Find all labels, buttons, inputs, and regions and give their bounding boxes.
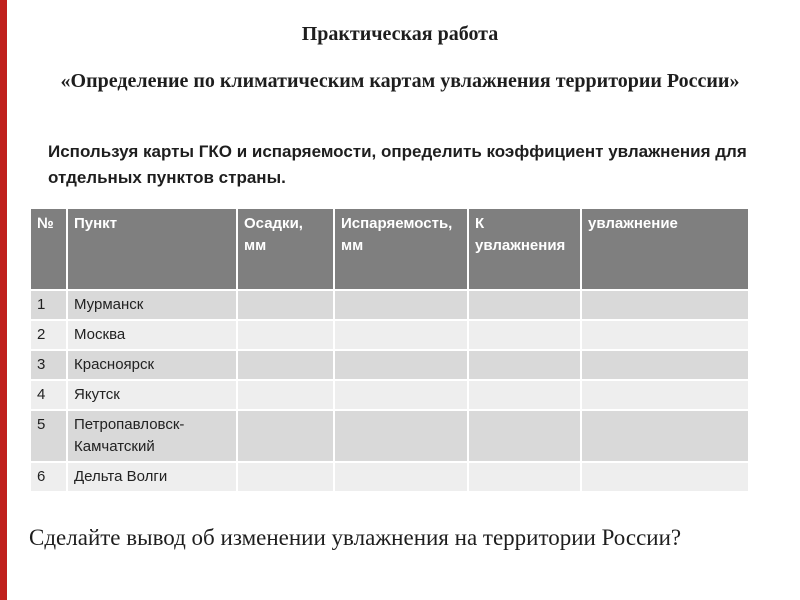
cell-humidity[interactable] <box>581 290 749 320</box>
slide-title: Практическая работа <box>301 23 499 45</box>
cell-place: Москва <box>67 320 237 350</box>
cell-humidity[interactable] <box>581 462 749 492</box>
cell-coefficient[interactable] <box>468 290 581 320</box>
cell-humidity[interactable] <box>581 350 749 380</box>
table-row <box>30 410 749 462</box>
header-humidity: увлажнение <box>581 208 749 290</box>
task-instruction: Используя карты ГКО и испаряемости, определить коэффициент увлажнения для отдельных пунктов страны. <box>48 142 747 187</box>
table-row <box>30 380 749 410</box>
cell-precipitation[interactable] <box>237 290 334 320</box>
cell-evaporation[interactable] <box>334 350 468 380</box>
table-row <box>30 462 749 492</box>
cell-number: 5 <box>30 410 67 462</box>
cell-evaporation[interactable] <box>334 462 468 492</box>
cell-coefficient[interactable] <box>468 380 581 410</box>
cell-coefficient[interactable] <box>468 350 581 380</box>
cell-humidity[interactable] <box>581 320 749 350</box>
cell-humidity[interactable] <box>581 410 749 462</box>
cell-coefficient[interactable] <box>468 410 581 462</box>
cell-evaporation[interactable] <box>334 290 468 320</box>
cell-precipitation[interactable] <box>237 350 334 380</box>
header-evaporation: Испаряемость, мм <box>334 208 468 290</box>
cell-number: 6 <box>30 462 67 492</box>
header-place: Пункт <box>67 208 237 290</box>
cell-place: Петропавловск-Камчатский <box>67 410 237 462</box>
cell-precipitation[interactable] <box>237 320 334 350</box>
cell-evaporation[interactable] <box>334 410 468 462</box>
cell-place: Якутск <box>67 380 237 410</box>
header-number: № <box>30 208 67 290</box>
cell-number: 4 <box>30 380 67 410</box>
slide-accent-bar <box>0 0 7 600</box>
cell-humidity[interactable] <box>581 380 749 410</box>
table-header-row <box>30 208 749 290</box>
cell-number: 2 <box>30 320 67 350</box>
table-row <box>30 350 749 380</box>
cell-place: Красноярск <box>67 350 237 380</box>
cell-coefficient[interactable] <box>468 320 581 350</box>
cell-number: 1 <box>30 290 67 320</box>
table-row <box>30 320 749 350</box>
cell-precipitation[interactable] <box>237 410 334 462</box>
table-row <box>30 290 749 320</box>
header-precipitation: Осадки, мм <box>237 208 334 290</box>
humidity-table <box>29 207 750 493</box>
cell-evaporation[interactable] <box>334 320 468 350</box>
conclusion-question: Сделайте вывод об изменении увлажнения на территории России? <box>29 525 682 550</box>
cell-coefficient[interactable] <box>468 462 581 492</box>
cell-precipitation[interactable] <box>237 380 334 410</box>
header-coefficient: К увлажнения <box>468 208 581 290</box>
cell-number: 3 <box>30 350 67 380</box>
slide-subtitle: «Определение по климатическим картам увлажнения территории России» <box>60 70 740 92</box>
cell-place: Мурманск <box>67 290 237 320</box>
cell-place: Дельта Волги <box>67 462 237 492</box>
cell-evaporation[interactable] <box>334 380 468 410</box>
cell-precipitation[interactable] <box>237 462 334 492</box>
